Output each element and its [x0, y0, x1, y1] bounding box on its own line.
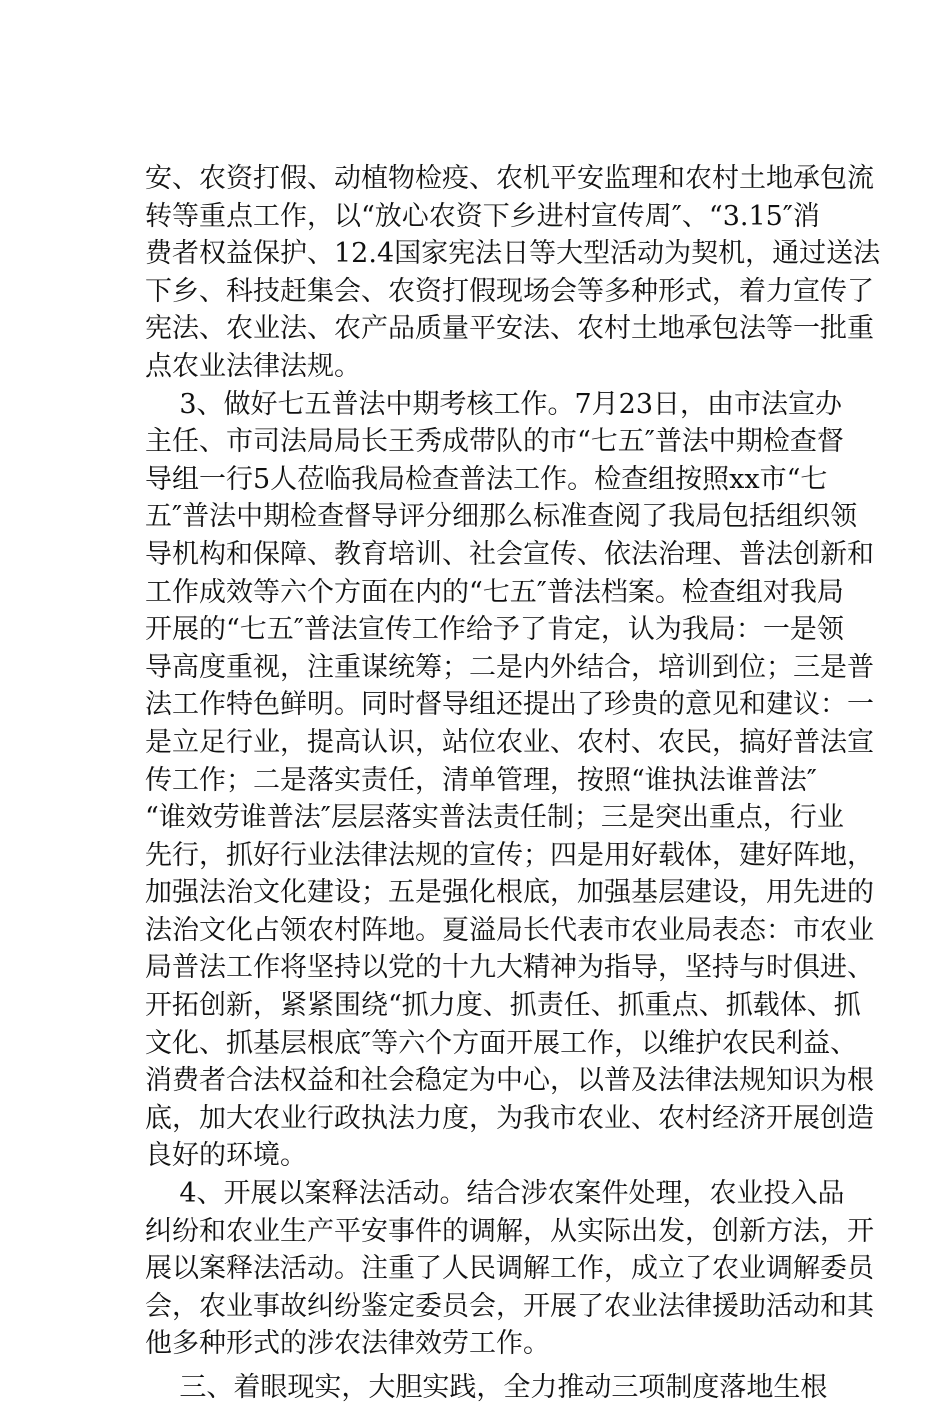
- text-line: 他多种形式的涉农法律效劳工作。: [145, 1328, 550, 1360]
- text-line: 是立足行业，提高认识，站位农业、农村、农民，搞好普法宣: [145, 726, 874, 758]
- text-line: 法治文化占领农村阵地。夏溢局长代表市农业局表态：市农业: [145, 914, 874, 946]
- text-line: 消费者合法权益和社会稳定为中心，以普及法律法规知识为根: [145, 1065, 874, 1097]
- text-line: 加强法治文化建设；五是强化根底，加强基层建设，用先进的: [145, 877, 874, 909]
- text-line: 4、开展以案释法活动。结合涉农案件处理，农业投入品: [145, 1178, 845, 1210]
- text-line: 导组一行5人莅临我局检查普法工作。检查组按照xx市“七: [145, 463, 828, 495]
- paragraph-publicity-activities: [145, 160, 881, 386]
- text-line: 下乡、科技赶集会、农资打假现场会等多种形式，着力宣传了: [145, 275, 874, 307]
- text-line: 会，农业事故纠纷鉴定委员会，开展了农业法律援助活动和其: [145, 1290, 874, 1322]
- text-line: 转等重点工作，以“放心农资下乡进村宣传周″、“3.15″消: [145, 200, 820, 232]
- text-line: 宪法、农业法、农产品质量平安法、农村土地承包法等一批重: [145, 313, 874, 345]
- text-line: “谁效劳谁普法″层层落实普法责任制；三是突出重点，行业: [145, 802, 844, 834]
- text-line: 纠纷和农业生产平安事件的调解，从实际出发，创新方法，开: [145, 1215, 874, 1247]
- text-line: 主任、市司法局局长王秀成带队的市“七五″普法中期检查督: [145, 426, 844, 458]
- text-line: 开展的“七五″普法宣传工作给予了肯定，认为我局：一是领: [145, 614, 844, 646]
- text-line: 费者权益保护、12.4国家宪法日等大型活动为契机，通过送法: [145, 238, 881, 270]
- text-line: 安、农资打假、动植物检疫、农机平安监理和农村土地承包流: [145, 163, 874, 194]
- text-line: 展以案释法活动。注重了人民调解工作，成立了农业调解委员: [145, 1253, 874, 1285]
- text-line: 法工作特色鲜明。同时督导组还提出了珍贵的意见和建议：一: [145, 689, 874, 721]
- text-line: 导高度重视，注重谋统筹；二是内外结合，培训到位；三是普: [145, 651, 874, 683]
- text-line: 点农业法律法规。: [145, 350, 361, 382]
- text-line: 开拓创新，紧紧围绕“抓力度、抓责任、抓重点、抓载体、抓: [145, 990, 861, 1022]
- text-line: 传工作；二是落实责任，清单管理，按照“谁执法谁普法″: [145, 764, 817, 796]
- section-heading: 三、着眼现实，大胆实践，全力推动三项制度落地生根: [145, 1372, 828, 1403]
- paragraph-case-interpretation: [145, 1175, 874, 1363]
- paragraph-midterm-assessment: [145, 386, 874, 1175]
- text-line: 底，加大农业行政执法力度，为我市农业、农村经济开展创造: [145, 1102, 874, 1134]
- text-line: 良好的环境。: [145, 1140, 307, 1172]
- text-line: 五″普法中期检查督导评分细那么标准查阅了我局包括组织领: [145, 501, 858, 533]
- text-line: 局普法工作将坚持以党的十九大精神为指导，坚持与时俱进、: [145, 952, 874, 984]
- text-line: 3、做好七五普法中期考核工作。7月23日，由市法宣办: [145, 388, 843, 420]
- text-line: 导机构和保障、教育培训、社会宣传、依法治理、普法创新和: [145, 538, 874, 570]
- text-line: 文化、抓基层根底″等六个方面开展工作，以维护农民利益、: [145, 1027, 858, 1059]
- text-line: 工作成效等六个方面在内的“七五″普法档案。检查组对我局: [145, 576, 844, 608]
- text-line: 先行，抓好行业法律法规的宣传；四是用好载体，建好阵地，: [145, 839, 874, 871]
- document-body: [145, 160, 881, 1407]
